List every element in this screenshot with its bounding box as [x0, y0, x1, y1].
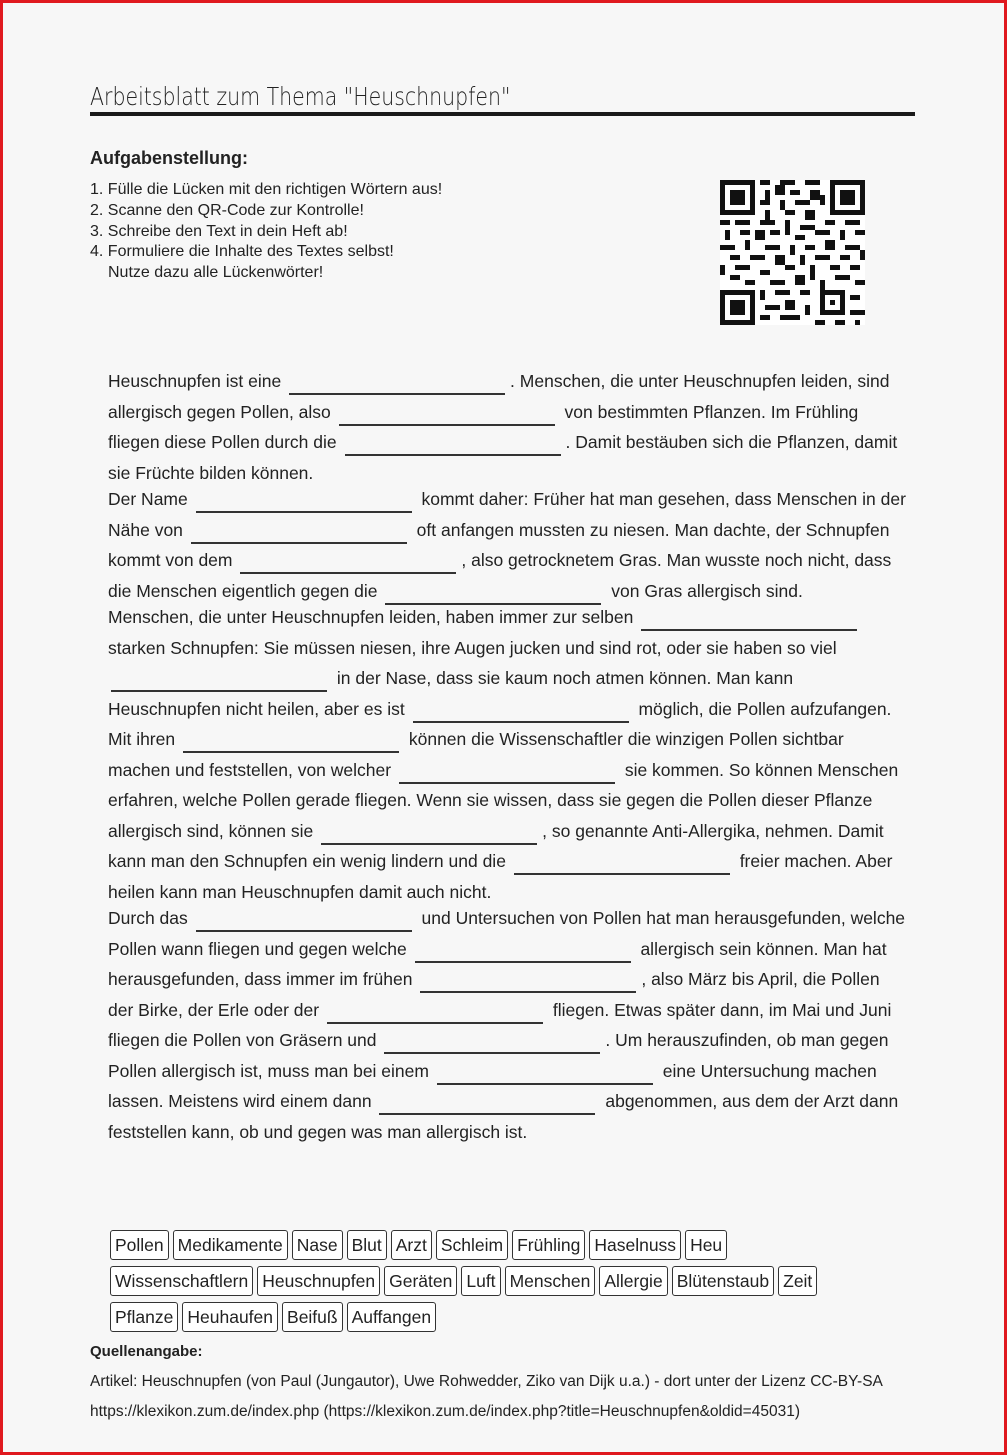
word-chip[interactable]: Nase: [292, 1230, 343, 1260]
word-chip[interactable]: Pflanze: [110, 1302, 178, 1332]
word-chip[interactable]: Haselnuss: [589, 1230, 681, 1260]
blank-field[interactable]: [191, 525, 407, 544]
word-chip[interactable]: Pollen: [110, 1230, 169, 1260]
text-segment: , also März bis April, die Pollen der Birke, der Erle oder der: [108, 969, 880, 1020]
text-segment: in der Nase, dass sie kaum noch atmen können. Man kann Heuschnupfen nicht heilen, aber es ist: [108, 668, 794, 719]
word-chip[interactable]: Zeit: [778, 1266, 817, 1296]
blank-field[interactable]: [183, 734, 399, 753]
word-chip[interactable]: Heuhaufen: [182, 1302, 278, 1332]
task-item: 4. Formuliere die Inhalte des Textes selbst!: [90, 243, 394, 261]
word-chip[interactable]: Allergie: [599, 1266, 667, 1296]
blank-field[interactable]: [196, 913, 412, 932]
task-heading: Aufgabenstellung:: [90, 148, 248, 168]
word-bank-row: [110, 1302, 930, 1334]
blank-field[interactable]: [641, 612, 857, 631]
word-bank-row: [110, 1230, 930, 1262]
text-segment: allergisch sein können. Man hat herausgefunden, dass immer im frühen: [108, 938, 887, 989]
source-citation: Artikel: Heuschnupfen (von Paul (Jungautor), Uwe Rohwedder, Ziko van Dijk u.a.) - dort unter der Lizenz CC-BY-SA: [90, 1373, 883, 1390]
word-chip[interactable]: Blut: [347, 1230, 387, 1260]
word-chip[interactable]: Medikamente: [173, 1230, 288, 1260]
word-chip[interactable]: Heuschnupfen: [257, 1266, 380, 1296]
cloze-paragraph: [108, 366, 908, 488]
qr-code-icon: [720, 180, 865, 325]
cloze-paragraph: [108, 484, 908, 606]
text-segment: , so genannte Anti-Allergika, nehmen. Damit kann man den Schnupfen ein wenig lindern und die: [108, 820, 884, 871]
text-segment: starken Schnupfen: Sie müssen niesen, ihre Augen jucken und sind rot, oder sie haben so viel: [108, 637, 837, 658]
word-chip[interactable]: Menschen: [505, 1266, 596, 1296]
source-url[interactable]: https://klexikon.zum.de/index.php (https://klexikon.zum.de/index.php?title=Heuschnupfen&oldid=45031): [90, 1403, 800, 1420]
blank-field[interactable]: [339, 407, 555, 426]
text-segment: . Menschen, die unter Heuschnupfen leiden, sind allergisch gegen Pollen, also: [108, 371, 890, 422]
task-list: [90, 180, 442, 284]
task-item: 1. Fülle die Lücken mit den richtigen Wörtern aus!: [90, 181, 443, 198]
blank-field[interactable]: [111, 673, 327, 692]
blank-field[interactable]: [289, 376, 505, 395]
text-segment: kommt daher: Früher hat man gesehen, dass Menschen in der Nähe von: [108, 489, 906, 540]
blank-field[interactable]: [415, 944, 631, 963]
text-segment: fliegen. Etwas später dann, im Mai und Juni fliegen die Pollen von Gräsern und: [108, 999, 892, 1050]
blank-field[interactable]: [321, 826, 537, 845]
blank-field[interactable]: [437, 1066, 653, 1085]
word-bank: [110, 1230, 930, 1338]
title-underline: [90, 112, 915, 116]
task-item: 3. Schreibe den Text in dein Heft ab!: [90, 222, 348, 240]
text-segment: von Gras allergisch sind.: [611, 580, 803, 601]
text-segment: Heuschnupfen ist eine: [108, 371, 282, 391]
task-item: Nutze dazu alle Lückenwörter!: [108, 264, 324, 282]
word-chip[interactable]: Beifuß: [282, 1302, 343, 1332]
text-segment: eine Untersuchung machen lassen. Meistens wird einem dann: [108, 1060, 877, 1111]
text-segment: möglich, die Pollen aufzufangen. Mit ihren: [108, 698, 892, 749]
blank-field[interactable]: [327, 1005, 543, 1024]
blank-field[interactable]: [240, 555, 456, 574]
word-chip[interactable]: Blütenstaub: [672, 1266, 774, 1296]
text-segment: können die Wissenschaftler die winzigen Pollen sichtbar machen und feststellen, von welcher: [108, 729, 844, 780]
cloze-text: [108, 366, 908, 1147]
blank-field[interactable]: [196, 494, 412, 513]
text-segment: Menschen, die unter Heuschnupfen leiden, haben immer zur selben: [108, 607, 634, 627]
word-bank-row: [110, 1266, 930, 1298]
cloze-paragraph: [108, 903, 908, 1147]
text-segment: . Damit bestäuben sich die Pflanzen, damit sie Früchte bilden können.: [108, 432, 898, 483]
word-chip[interactable]: Arzt: [391, 1230, 432, 1260]
blank-field[interactable]: [413, 704, 629, 723]
text-segment: oft anfangen mussten zu niesen. Man dachte, der Schnupfen kommt von dem: [108, 519, 890, 570]
cloze-paragraph: [108, 602, 908, 907]
text-segment: und Untersuchen von Pollen hat man herausgefunden, welche Pollen wann fliegen und gegen welche: [108, 908, 906, 959]
text-segment: . Um herauszufinden, ob man gegen Pollen allergisch ist, muss man bei einem: [108, 1030, 889, 1081]
text-segment: freier machen. Aber heilen kann man Heuschnupfen damit auch nicht.: [108, 851, 893, 902]
text-segment: , also getrocknetem Gras. Man wusste noch nicht, dass die Menschen eigentlich gegen die: [108, 550, 892, 601]
word-chip[interactable]: Auffangen: [347, 1302, 436, 1332]
worksheet-title: Arbeitsblatt zum Thema "Heuschnupfen": [90, 82, 511, 111]
blank-field[interactable]: [384, 1035, 600, 1054]
blank-field[interactable]: [420, 974, 636, 993]
blank-field[interactable]: [514, 856, 730, 875]
text-segment: von bestimmten Pflanzen. Im Frühling fliegen diese Pollen durch die: [108, 401, 859, 452]
text-segment: abgenommen, aus dem der Arzt dann feststellen kann, ob und gegen was man allergisch ist.: [108, 1091, 899, 1142]
blank-field[interactable]: [379, 1096, 595, 1115]
word-chip[interactable]: Frühling: [512, 1230, 585, 1260]
text-segment: sie kommen. So können Menschen erfahren, welche Pollen gerade fliegen. Wenn sie wissen, dass sie gegen die Pollen dieser Pflanze allergisch sind, können sie: [108, 759, 899, 841]
word-chip[interactable]: Geräten: [384, 1266, 457, 1296]
task-item: 2. Scanne den QR-Code zur Kontrolle!: [90, 201, 364, 219]
text-segment: Durch das: [108, 908, 188, 928]
blank-field[interactable]: [399, 765, 615, 784]
word-chip[interactable]: Wissenschaftlern: [110, 1266, 253, 1296]
sources-heading: Quellenangabe:: [90, 1343, 203, 1360]
word-chip[interactable]: Luft: [461, 1266, 500, 1296]
word-chip[interactable]: Schleim: [436, 1230, 508, 1260]
text-segment: Der Name: [108, 489, 188, 509]
blank-field[interactable]: [345, 437, 561, 456]
word-chip[interactable]: Heu: [685, 1230, 727, 1260]
